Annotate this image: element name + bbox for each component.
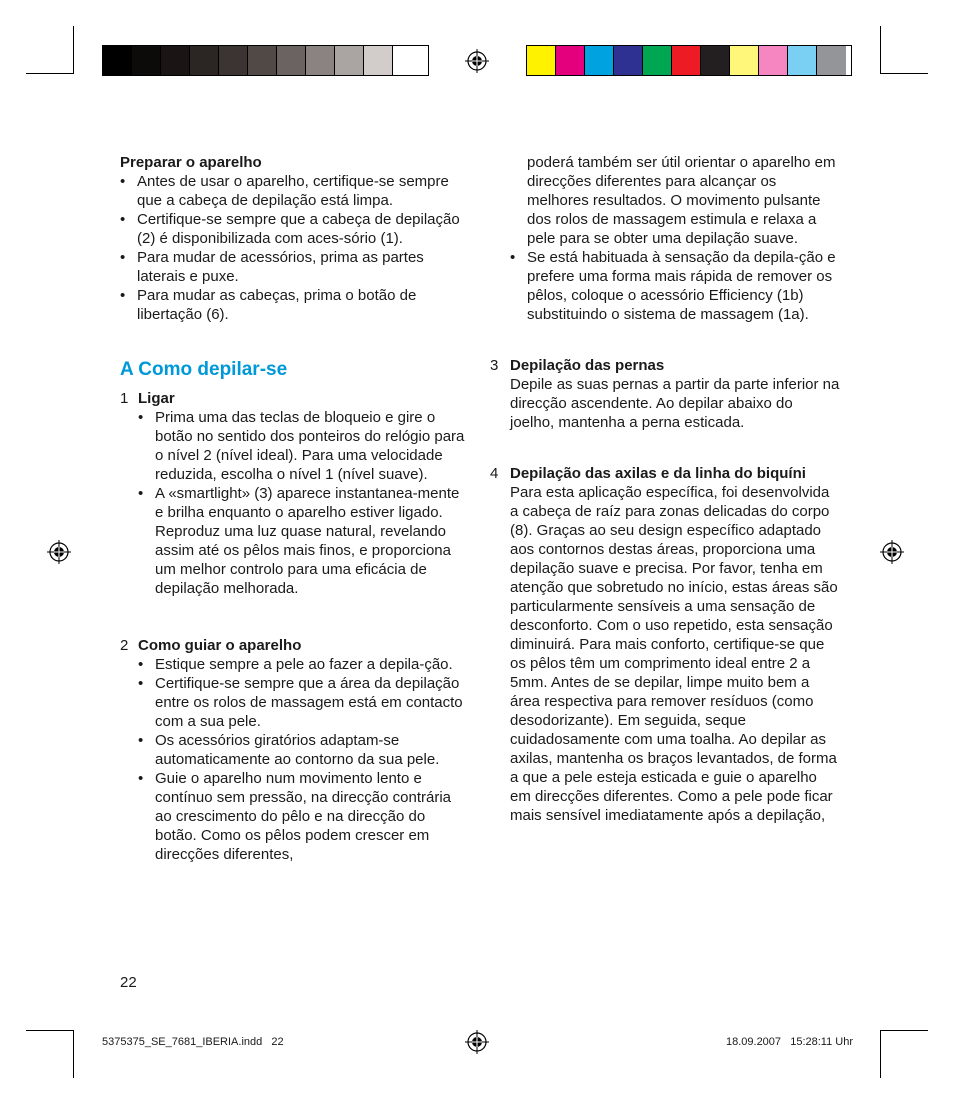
color-swatch [335, 46, 364, 75]
section-title: Depilação das axilas e da linha do biquíni [510, 465, 806, 482]
color-swatch [817, 46, 846, 75]
crop-mark [880, 1030, 881, 1078]
list-item: • Se está habituada à sensação da depila-ção e prefere uma forma mais rápida de remover os pêlos, coloque o acessório Efficiency (1b) substituindo o sistema de massagem (1a). [510, 248, 840, 324]
color-swatch [730, 46, 759, 75]
efficiency-list [510, 248, 840, 324]
section-4 [490, 464, 840, 825]
registration-mark-icon [465, 49, 489, 73]
color-swatch [103, 46, 132, 75]
crop-mark [26, 1030, 74, 1031]
crop-mark [880, 1030, 928, 1031]
section-title: Como guiar o aparelho [138, 637, 302, 654]
registration-mark-icon [880, 540, 904, 564]
color-swatch [306, 46, 335, 75]
left-column [120, 153, 465, 864]
gray-color-bar [102, 45, 429, 76]
registration-mark-icon [47, 540, 71, 564]
color-swatch [161, 46, 190, 75]
color-swatch [643, 46, 672, 75]
section-text: Para esta aplicação específica, foi desenvolvida a cabeça de raíz para zonas delicadas do corpo (8). Graças ao seu design específico adaptado aos contornos destas áreas, proporciona uma depilação suave e precisa. Por favor, tenha em atenção que sobretudo no início, estas áreas são particularmente sensíveis a uma sensação de desconforto. Com o uso repetido, esta sensação diminuirá. Para mais conforto, certifique-se que os pêlos têm um comprimento ideal entre 2 a 5mm. Antes de se depilar, limpe muito bem a área respectiva para remover resíduos (como desodorizante). Em seguida, seque cuidadosamente com uma toalha. Ao depilar as axilas, mantenha os braços levantados, de forma a que a pele esteja esticada e guie o aparelho em direcções diferentes. Como a pele pode ficar mais sensível imediatamente após a depilação, [510, 484, 838, 824]
color-swatch [248, 46, 277, 75]
color-swatch [219, 46, 248, 75]
color-swatch [672, 46, 701, 75]
crop-mark [26, 73, 74, 74]
section-number: 3 [490, 357, 499, 374]
color-swatch [277, 46, 306, 75]
section-1 [120, 389, 465, 598]
section-text: Depile as suas pernas a partir da parte inferior na direcção ascendente. Ao depilar abaixo do joelho, mantenha a perna esticada. [510, 376, 840, 431]
color-swatch [132, 46, 161, 75]
section-number: 2 [120, 637, 129, 654]
list-item: • Certifique-se sempre que a cabeça de depilação (2) é disponibilizada com aces-sório (1). [120, 210, 465, 248]
prep-list [120, 172, 465, 324]
prep-title: Preparar o aparelho [120, 154, 262, 171]
page-number: 22 [120, 974, 137, 991]
list-item: • Estique sempre a pele ao fazer a depila-ção. [138, 655, 465, 674]
footer-timestamp: 18.09.2007 15:28:11 Uhr [725, 1036, 853, 1048]
color-swatch [527, 46, 556, 75]
color-swatch [364, 46, 393, 75]
section-3 [490, 356, 840, 432]
section-heading: A Como depilar-se [120, 359, 288, 380]
section-2 [120, 636, 465, 864]
color-swatch [701, 46, 730, 75]
crop-mark [73, 26, 74, 74]
right-column [490, 153, 840, 825]
color-swatch [585, 46, 614, 75]
continuation-text: poderá também ser útil orientar o aparelho em direcções diferentes para alcançar os melhores resultados. O movimento pulsante dos rolos de massagem estimula e relaxa a pele para se obter uma depilação suave. [527, 154, 836, 247]
crop-mark [880, 73, 928, 74]
crop-mark [880, 26, 881, 74]
color-swatch [393, 46, 422, 75]
color-swatch [556, 46, 585, 75]
section-title: Depilação das pernas [510, 357, 665, 374]
list-item: • Os acessórios giratórios adaptam-se automaticamente ao contorno da sua pele. [138, 731, 465, 769]
color-swatch [788, 46, 817, 75]
list-item: • Antes de usar o aparelho, certifique-se sempre que a cabeça de depilação está limpa. [120, 172, 465, 210]
color-swatch [190, 46, 219, 75]
crop-mark [73, 1030, 74, 1078]
section-1-list [138, 408, 465, 598]
section-2-list [138, 655, 465, 864]
list-item: • Certifique-se sempre que a área da depilação entre os rolos de massagem está em contacto com a sua pele. [138, 674, 465, 731]
list-item: • Prima uma das teclas de bloqueio e gire o botão no sentido dos ponteiros do relógio para o nível 2 (nível ideal). Para uma velocidade reduzida, escolha o nível 1 (nível suave). [138, 408, 465, 484]
cmyk-color-bar [526, 45, 852, 76]
color-swatch [759, 46, 788, 75]
footer-file-name: 5375375_SE_7681_IBERIA.indd 22 [102, 1036, 284, 1048]
color-swatch [614, 46, 643, 75]
registration-mark-icon [465, 1030, 489, 1054]
section-title: Ligar [138, 390, 175, 407]
list-item: • A «smartlight» (3) aparece instantanea-mente e brilha enquanto o aparelho estiver ligado. Reproduz uma luz quase natural, revelando assim até os pêlos mais finos, e proporciona um melhor controlo para uma eficácia de depilação melhorada. [138, 484, 465, 598]
list-item: • Para mudar as cabeças, prima o botão de libertação (6). [120, 286, 465, 324]
section-number: 4 [490, 465, 499, 482]
list-item: • Guie o aparelho num movimento lento e contínuo sem pressão, na direcção contrária ao crescimento do pêlo e na direcção do botão. Como os pêlos podem crescer em direcções diferentes, [138, 769, 465, 864]
section-number: 1 [120, 390, 129, 407]
list-item: • Para mudar de acessórios, prima as partes laterais e puxe. [120, 248, 465, 286]
